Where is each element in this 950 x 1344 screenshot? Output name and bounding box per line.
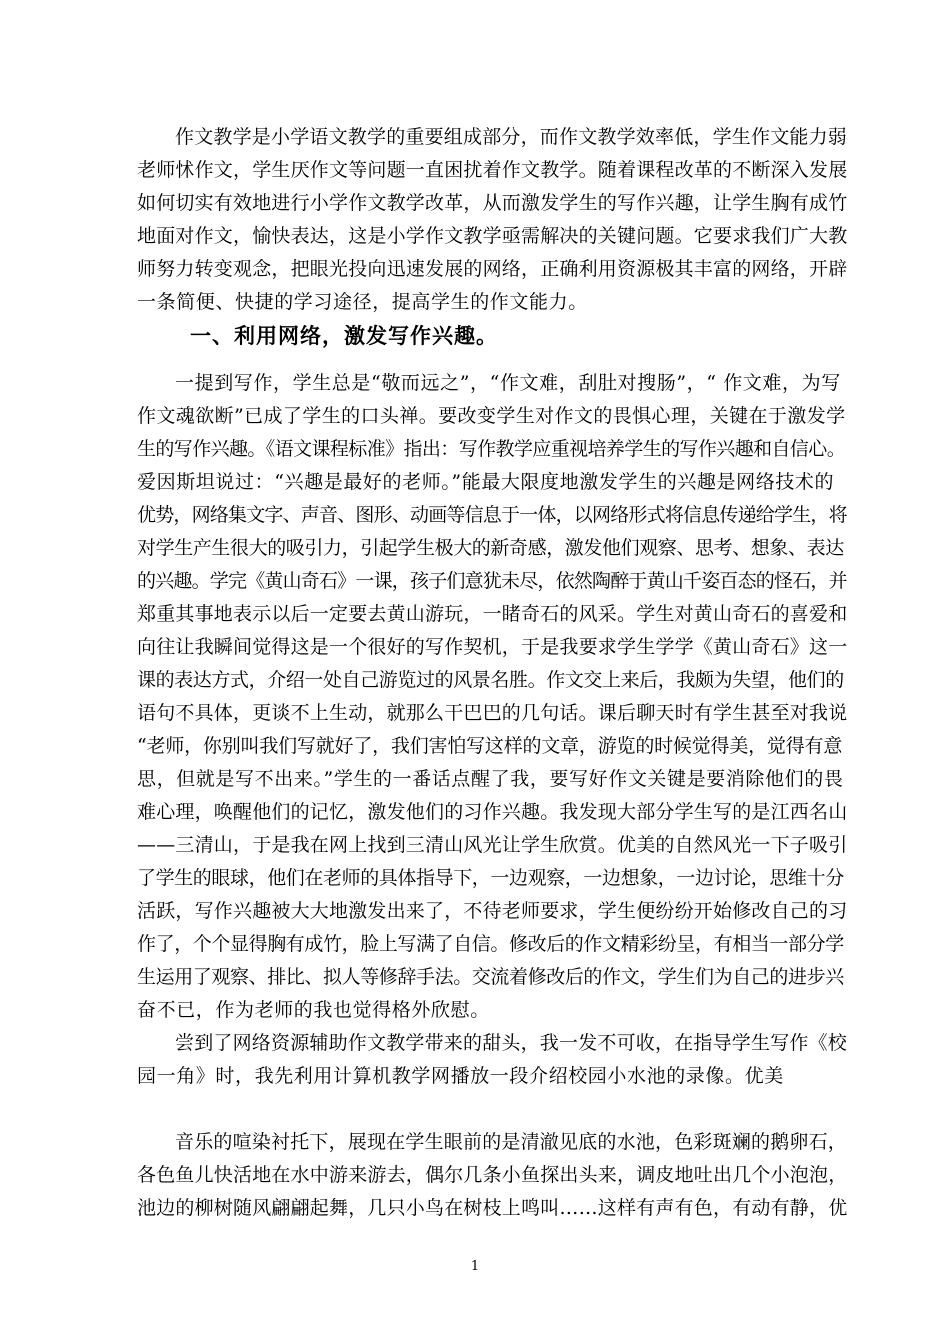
paragraph-2-line: 了学生的眼球，他们在老师的具体指导下，一边观察，一边想象，一边讨论，思维十分 bbox=[137, 867, 844, 889]
paragraph-2-line: 难心理，唤醒他们的记忆，激发他们的习作兴趣。我发现大部分学生写的是江西名山 bbox=[137, 801, 848, 823]
paragraph-1-line: 老师怵作文，学生厌作文等问题一直困扰着作文教学。随着课程改革的不断深入发展 bbox=[137, 159, 848, 181]
paragraph-4-line: 池边的柳树随风翩翩起舞，几只小鸟在树枝上鸣叫……这样有声有色，有动有静，优 bbox=[137, 1197, 848, 1219]
paragraph-4-line: 音乐的喧染衬托下，展现在学生眼前的是清澈见底的水池，色彩斑斓的鹅卵石， bbox=[175, 1131, 848, 1153]
paragraph-2-line: 向往让我瞬间觉得这是一个很好的写作契机，于是我要求学生学学《黄山奇石》这一 bbox=[137, 636, 848, 658]
paragraph-2-line: 思，但就是写不出来。”学生的一番话点醒了我，要写好作文关键是要消除他们的畏 bbox=[137, 768, 844, 790]
paragraph-2-line: 活跃，写作兴趣被大大地激发出来了，不待老师要求，学生便纷纷开始修改自己的习 bbox=[137, 900, 848, 922]
paragraph-1-line: 一条简便、快捷的学习途径，提高学生的作文能力。 bbox=[137, 291, 588, 313]
paragraph-2-line: 奋不已，作为老师的我也觉得格外欣慰。 bbox=[137, 999, 490, 1021]
paragraph-2-line: 生运用了观察、排比、拟人等修辞手法。交流着修改后的作文，学生们为自己的进步兴 bbox=[137, 966, 844, 988]
paragraph-3-line: 园一角》时，我先利用计算机教学网播放一段介绍校园小水池的录像。优美 bbox=[137, 1065, 784, 1087]
page-number: 1 bbox=[470, 1259, 480, 1274]
paragraph-2-line: 优势，网络集文字、声音、图形、动画等信息于一体，以网络形式将信息传递给学生，将 bbox=[137, 504, 847, 526]
paragraph-1-line: 如何切实有效地进行小学作文教学改革，从而激发学生的写作兴趣，让学生胸有成竹 bbox=[137, 192, 848, 214]
paragraph-2-line: 生的写作兴趣。《语文课程标准》指出：写作教学应重视培养学生的写作兴趣和自信心。 bbox=[137, 438, 846, 460]
paragraph-2-line: 郑重其事地表示以后一定要去黄山游玩，一睹奇石的风采。学生对黄山奇石的喜爱和 bbox=[137, 603, 848, 625]
paragraph-2-line: “老师，你别叫我们写就好了，我们害怕写这样的文章，游览的时候觉得美，觉得有意 bbox=[137, 735, 843, 757]
paragraph-2-line: 一提到写作，学生总是“敬而远之”，“作文难，刮肚对搜肠”，“ 作文难，为写 bbox=[175, 372, 841, 394]
paragraph-4-line: 各色鱼儿快活地在水中游来游去，偶尔几条小鱼探出头来，调皮地吐出几个小泡泡， bbox=[137, 1164, 848, 1186]
paragraph-2-line: 爱因斯坦说过：“兴趣是最好的老师。”能最大限度地激发学生的兴趣是网络技术的 bbox=[137, 471, 835, 493]
paragraph-1-line: 师努力转变观念，把眼光投向迅速发展的网络，正确利用资源极其丰富的网络，开辟 bbox=[137, 258, 848, 280]
paragraph-2-line: 的兴趣。学完《黄山奇石》一课，孩子们意犹未尽，依然陶醉于黄山千姿百态的怪石，并 bbox=[137, 570, 847, 592]
paragraph-2-line: ——三清山，于是我在网上找到三清山风光让学生欣赏。优美的自然风光一下子吸引 bbox=[137, 834, 848, 856]
paragraph-2-line: 对学生产生很大的吸引力，引起学生极大的新奇感，激发他们观察、思考、想象、表达 bbox=[137, 537, 844, 559]
paragraph-2-line: 作了，个个显得胸有成竹，脸上写满了自信。修改后的作文精彩纷呈，有相当一部分学 bbox=[137, 933, 844, 955]
paragraph-1-line: 地面对作文，愉快表达，这是小学作文教学亟需解决的关键问题。它要求我们广大教 bbox=[137, 225, 848, 247]
paragraph-2-line: 作文魂欲断”已成了学生的口头禅。要改变学生对作文的畏惧心理，关键在于激发学 bbox=[137, 405, 846, 427]
section-heading: 一、利用网络，激发写作兴趣。 bbox=[190, 323, 498, 348]
paragraph-2-line: 语句不具体，更谈不上生动，就那么干巴巴的几句话。课后聊天时有学生甚至对我说 bbox=[137, 702, 848, 724]
paragraph-1-line: 作文教学是小学语文教学的重要组成部分，而作文教学效率低，学生作文能力弱 bbox=[175, 126, 848, 148]
paragraph-2-line: 课的表达方式，介绍一处自己游览过的风景名胜。作文交上来后，我颇为失望，他们的 bbox=[137, 669, 844, 691]
paragraph-3-line: 尝到了网络资源辅助作文教学带来的甜头，我一发不可收，在指导学生写作《校 bbox=[175, 1032, 848, 1054]
